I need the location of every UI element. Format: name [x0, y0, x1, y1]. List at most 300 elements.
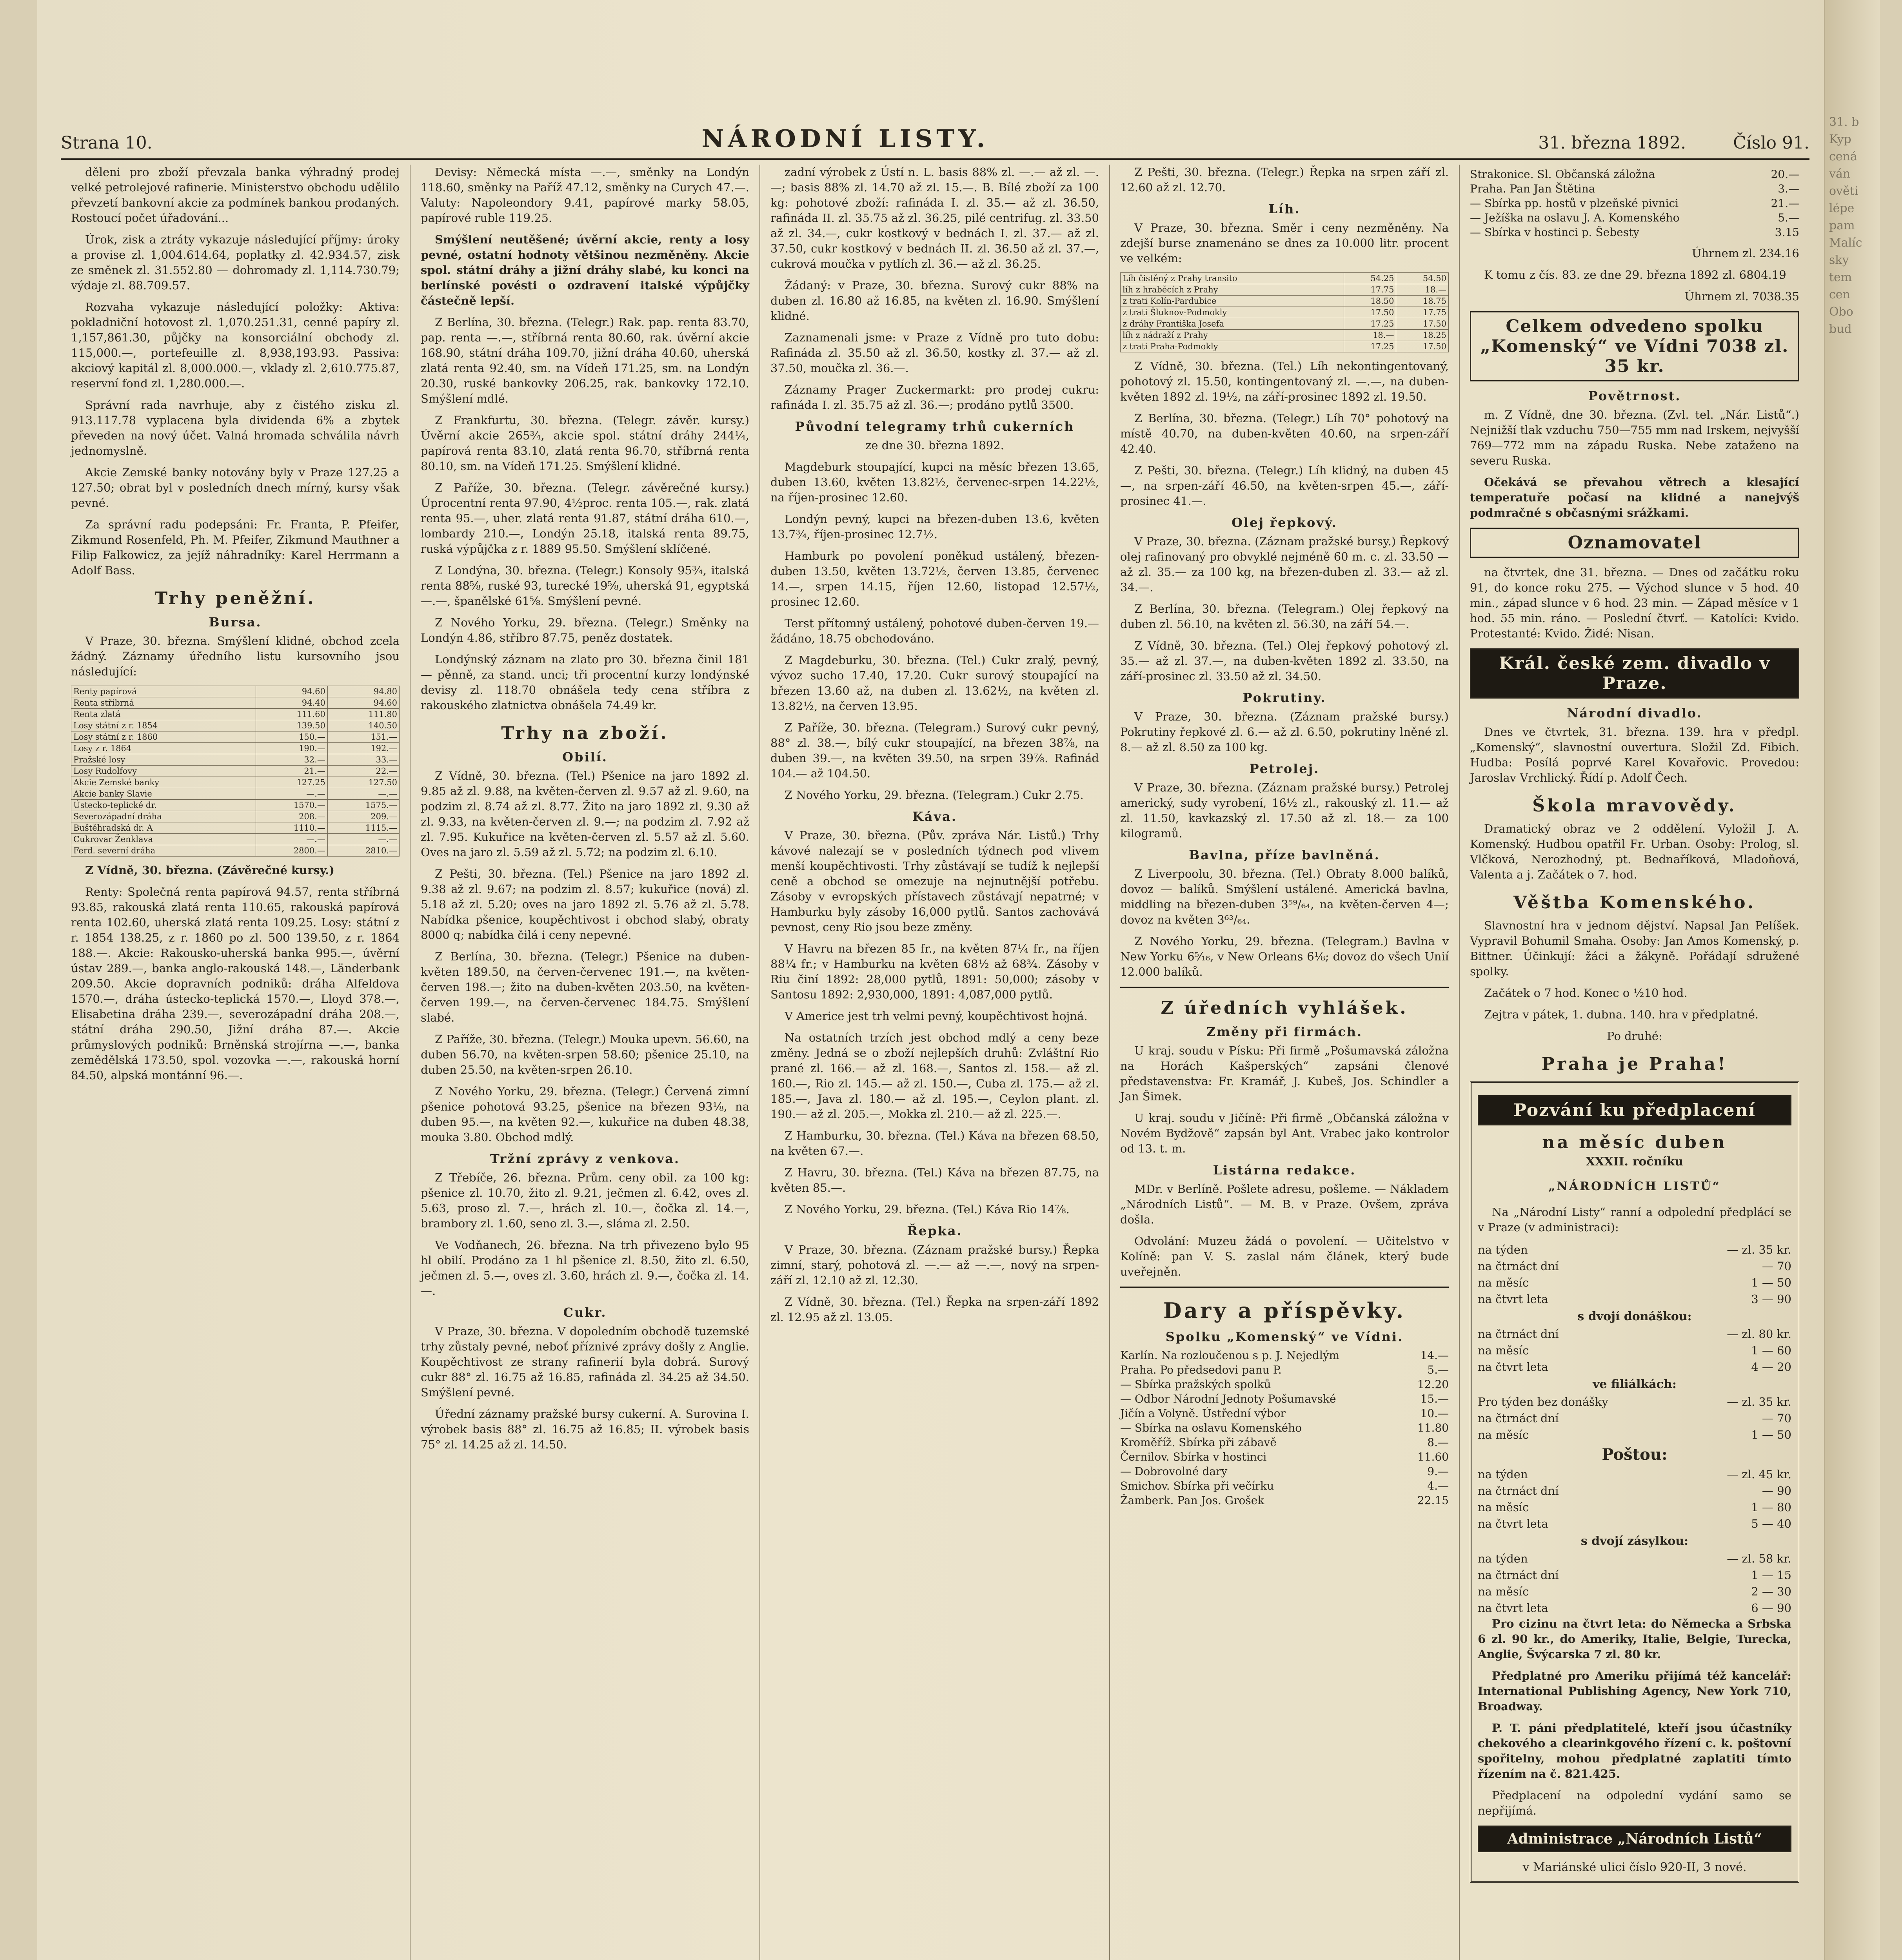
edge-line: Obo	[1829, 305, 1853, 319]
section-commodity-markets: Trhy na zboží.	[501, 723, 669, 743]
theatre-title: Král. české zem. divadlo v Praze.	[1499, 653, 1771, 693]
table-cell: 22.—	[327, 766, 399, 777]
table-cell: 54.25	[1344, 273, 1396, 284]
table-cell: Akcie Zemské banky	[71, 777, 256, 788]
newspaper-page	[37, 0, 1880, 1960]
table-cell: Losy z r. 1864	[71, 743, 256, 754]
edge-line: ván	[1829, 167, 1851, 181]
theatre-banner	[1470, 648, 1799, 699]
item-amount: 5.—	[1778, 211, 1799, 224]
donation-item	[1120, 1377, 1449, 1392]
table-cell: 32.—	[256, 754, 327, 766]
table-cell: 127.25	[256, 777, 327, 788]
price-row	[1478, 1550, 1791, 1567]
next-performance: Zejtra v pátek, 1. dubna. 140. hra v předplatné.	[1484, 1008, 1759, 1021]
subsection-rapeseed: Řepka.	[907, 1223, 963, 1238]
table-cell: —.—	[327, 834, 399, 845]
item-amount: 8.—	[1427, 1436, 1449, 1449]
letters-paragraph: MDr. v Berlíně. Pošlete adresu, pošleme. — Nákladem „Národních Listů“. — M. B. v Praze. Ovšem, zpráva došla.	[1120, 1182, 1449, 1226]
donations-total-box-text: Celkem odvedeno spolku „Komenský“ ve Vídni 7038 zl. 35 kr.	[1480, 316, 1789, 376]
table-cell: Losy státní z r. 1854	[71, 720, 256, 731]
item-label: Praha. Po předsedovi panu P.	[1120, 1363, 1282, 1376]
table-cell: 94.60	[256, 686, 327, 697]
vienna-text: Renty: Společná renta papírová 94.57, renta stříbrná 93.85, rakouská zlatá renta 110.65, rakouská papírová renta 102.60, uherská zlatá renta 109.25. Losy: státní z r. 1854 138.25, z r. 1860 po zl. 500 139.50, z r. 1864 188.—. Akcie: Rakousko-uherská banka 995.—, úvěrní ústav 289.—, banka anglo-rakouská 148.—, Länderbank 209.50. Akcie dopravních podniků: dráha Alfeldova 1570.—, dráha ústecko-teplická 1570.—, Lloyd 378.—, Elisabetina dráha 239.—, severozápadní dráha 208.—, státní dráha 290.50, Jižní dráha 87.—. Akcie průmyslových podniků: Brněnská strojírna —.—, banka zemědělská 173.50, spol. vozovka —.—, rakouská horní 84.50, alpská montánní 96.—.	[71, 885, 400, 1082]
edge-line: ověti	[1829, 184, 1858, 198]
spirit-row	[1121, 307, 1449, 318]
table-cell: 150.—	[256, 731, 327, 743]
price-period: na měsíc	[1478, 1428, 1529, 1441]
quote-row	[71, 777, 400, 788]
subsection-oilcake: Pokrutiny.	[1243, 690, 1326, 705]
ad-delivery-title: s dvojí donáškou:	[1577, 1310, 1692, 1323]
item-amount: 11.60	[1417, 1450, 1449, 1463]
spirit-paragraph: Z Vídně, 30. března. (Tel.) Líh nekontingentovaný, pohotový zl. 15.50, kontingentovaný zl. —.—, na duben-květen 1892 zl. 19½, na září-prosinec 1892 zl. 19.50.	[1120, 359, 1449, 403]
item-label: — Sbírka pražských spolků	[1120, 1378, 1271, 1391]
newspaper-title: NÁRODNÍ LISTY.	[701, 124, 989, 153]
sugar-paragraph: Zaznamenali jsme: v Praze z Vídně pro tuto dobu: Rafináda zl. 35.50 až zl. 36.50, kostky zl. 37.— až zl. 37.50, moučka zl. 36.—.	[770, 331, 1099, 375]
spirit-row	[1121, 341, 1449, 352]
price-period: na čtrnáct dní	[1478, 1484, 1559, 1497]
ad-post2-title: s dvojí zásylkou:	[1580, 1534, 1689, 1548]
edge-line: Kyp	[1829, 132, 1851, 146]
price-period: na týden	[1478, 1468, 1528, 1481]
table-cell: 127.50	[327, 777, 399, 788]
ad-title-4: „NÁRODNÍCH LISTŮ“	[1548, 1180, 1721, 1193]
quote-row	[71, 686, 400, 697]
quote-row	[71, 800, 400, 811]
donation-item	[1120, 1406, 1449, 1421]
notice-paragraph: U kraj. soudu v Jičíně: Při firmě „Občanská záložna v Novém Bydžově“ zapsán byl Ant. Vrabec jako kontrolor od 13. t. m.	[1120, 1111, 1449, 1155]
columns	[61, 165, 1809, 1960]
report-paragraph: Z Paříže, 30. března. (Telegr. závěrečné kursy.) Úprocentní renta 97.90, 4½proc. renta 105.—, rak. zlatá renta 95.—, uher. zlatá renta 91.87, státní dráha 610.—, lombardy 210.—, Londýn 25.18, italská renta 89.75, ruská výpůjčka z r. 1889 95.50. Smýšlení sklíčené.	[421, 481, 749, 555]
notice-title: Oznamovatel	[1568, 533, 1702, 553]
subsection-grain: Obilí.	[562, 750, 608, 764]
price-row	[1478, 1426, 1791, 1443]
item-label: Kroměříž. Sbírka při zábavě	[1120, 1436, 1277, 1449]
subsection-country-reports: Tržní zprávy z venkova.	[490, 1151, 680, 1166]
table-cell: z trati Kolín-Pardubice	[1121, 296, 1344, 307]
item-amount: 20.—	[1771, 168, 1799, 181]
donation-item	[1120, 1363, 1449, 1377]
price-row	[1478, 1241, 1791, 1258]
price-period: na čtrnáct dní	[1478, 1327, 1559, 1341]
table-cell: 2800.—	[256, 845, 327, 857]
table-cell: 111.60	[256, 709, 327, 720]
edge-line: lépe	[1829, 201, 1855, 215]
oil-paragraph: Z Berlína, 30. března. (Telegram.) Olej řepkový na duben zl. 56.10, na květen zl. 56.30, na září 54.—.	[1120, 602, 1449, 631]
play-text-2: Slavnostní hra v jednom dějství. Napsal Jan Pelíšek. Vypravil Bohumil Smaha. Osoby: Jan Amos Komenský, p. Bittner. Účinkují: žáci a žákyně. Pořádají sdružené spolky.	[1470, 919, 1799, 978]
section-official-notices: Z úředních vyhlášek.	[1161, 998, 1408, 1018]
quote-row	[71, 788, 400, 800]
table-cell: 18.25	[1396, 330, 1449, 341]
table-cell: 17.25	[1344, 318, 1396, 330]
item-label: — Dobrovolné dary	[1120, 1465, 1228, 1478]
report-paragraph: Z Nového Yorku, 29. března. (Telegr.) Směnky na Londýn 4.86, stříbro 87.75, peněz dostatek.	[421, 616, 749, 644]
ad-intro: Na „Národní Listy“ ranní a odpolední předplácí se v Praze (v administraci):	[1478, 1205, 1791, 1234]
quote-row	[71, 731, 400, 743]
table-cell: Líh čistěný z Prahy transito	[1121, 273, 1344, 284]
donation-item	[1120, 1392, 1449, 1406]
ad-america: Předplatné pro Ameriku přijímá též kancelář: International Publishing Agency, New York 710, Broadway.	[1478, 1669, 1791, 1713]
edge-line: Malíc	[1829, 236, 1862, 250]
donation-item	[1120, 1493, 1449, 1508]
subsection-spirit: Líh.	[1268, 201, 1301, 216]
item-amount: 22.15	[1417, 1494, 1449, 1507]
forecast-text: Očekává se převahou větrech a klesající temperatuře počasí na klidné a nanejvýš podmračné s občasnými srážkami.	[1470, 475, 1799, 519]
ad-abroad: Pro cizinu na čtvrt leta: do Německa a Srbska 6 zl. 90 kr., do Ameriky, Italie, Belgie, Turecka, Anglie, Švýcarska 7 zl. 80 kr.	[1478, 1617, 1791, 1661]
play-times: Začátek o 7 hod. Konec o ½10 hod.	[1484, 986, 1688, 1000]
donation-item	[1470, 181, 1799, 196]
admin-banner	[1478, 1826, 1791, 1852]
report-paragraph: Londýnský záznam na zlato pro 30. března činil 181 — pěnně, za stand. unci; tři procentní kurzy londýnské devisy zl. 118.70 obnášela tedy cena stříbra z rakouského zlatnictva obnášela 74.49 kr.	[421, 653, 749, 712]
quote-row	[71, 754, 400, 766]
price-period: na čtrnáct dní	[1478, 1412, 1559, 1425]
petroleum-paragraph: V Praze, 30. března. (Záznam pražské bursy.) Petrolej americký, sudy vyrobení, 16½ zl., rakouský zl. 11.— až zl. 11.50, kavkazský zl. 17.50 až zl. 18.— za 100 kilogramů.	[1120, 781, 1449, 840]
quote-row	[71, 766, 400, 777]
spirit-row	[1121, 273, 1449, 284]
table-cell: —.—	[327, 788, 399, 800]
subsection-sugar: Cukr.	[563, 1305, 607, 1320]
coffee-paragraph: Z Nového Yorku, 29. března. (Tel.) Káva Rio 14⅞.	[785, 1203, 1070, 1216]
price-period: na čtvrt leta	[1478, 1601, 1548, 1615]
adjacent-page-edge	[1824, 0, 1880, 1960]
subsection-cotton: Bavlna, příze bavlněná.	[1189, 848, 1380, 862]
item-amount: 4.—	[1427, 1479, 1449, 1492]
item-amount: 9.—	[1427, 1465, 1449, 1478]
table-cell: líh z hraběcích z Prahy	[1121, 284, 1344, 296]
article-paragraph: Úrok, zisk a ztráty vykazuje následující příjmy: úroky a provise zl. 1,004.614.64, poplatky zl. 42.934.57, zisk ze směnek zl. 31.552.80 — dohromady zl. 1,114.730.79; výdaje zl. 88.709.57.	[71, 233, 400, 292]
donation-item	[1120, 1450, 1449, 1464]
report-paragraph: Z Berlína, 30. března. (Telegr.) Rak. pap. renta 83.70, pap. renta —.—, stříbrná renta 80.60, rak. úvěrní akcie 168.90, státní dráha 109.70, jižní dráha 40.60, uherská zlatá renta 92.40, sm. na Vídeň 171.25, sm. na Londýn 20.30, ruské bankovky 206.25, rak. bankovky 172.10. Smýšlení mdlé.	[421, 316, 749, 405]
spirit-paragraph: V Praze, 30. března. Směr i ceny nezměněny. Na zdejší burse znamenáno se dnes za 10.000 litr. procent ve velkém:	[1120, 221, 1449, 265]
country-paragraph: Z Třebíče, 26. března. Prům. ceny obil. za 100 kg: pšenice zl. 10.70, žito zl. 9.21, ječmen zl. 6.42, oves zl. 5.63, proso zl. 7.—, hrách zl. 10.—, čočka zl. 14.—, brambory zl. 1.60, seno zl. 3.—, sláma zl. 2.50.	[421, 1171, 749, 1230]
spirit-row	[1121, 330, 1449, 341]
table-cell: Losy Rudolfovy	[71, 766, 256, 777]
divider	[1120, 987, 1449, 988]
edge-line: 31. b	[1829, 115, 1859, 129]
telegram-paragraph: Hamburk po povolení poněkud ustálený, březen-duben 13.50, květen 13.72½, červen 13.85, červenec 14.—, srpen 14.15, říjen 12.60, listopad 12.57½, prosinec 12.60.	[770, 549, 1099, 608]
item-label: Žamberk. Pan Jos. Grošek	[1120, 1494, 1264, 1507]
section-money-markets: Trhy peněžní.	[154, 588, 316, 608]
column-1	[61, 165, 411, 1960]
oilcake-paragraph: V Praze, 30. března. (Záznam pražské bursy.) Pokrutiny řepkové zl. 6.— až zl. 6.50, pokrutiny lněné zl. 8.— až zl. 8.50 za 100 kg.	[1120, 710, 1449, 754]
price-value: 3 — 90	[1751, 1292, 1791, 1306]
section-donations: Dary a příspěvky.	[1163, 1298, 1406, 1323]
sugar-paragraph: V Praze, 30. března. V dopoledním obchodě tuzemské trhy zůstaly pevné, neboť příznivé zprávy došly z Anglie. Koupěchtivost ze strany rafinerií byla dobrá. Surový cukr 88° zl. 16.75 až 16.85, rafináda zl. 34.25 až 34.50. Smýšlení pevné.	[421, 1325, 749, 1399]
article-paragraph: Za správní radu podepsáni: Fr. Franta, P. Pfeifer, Zikmund Rosenfeld, Ph. M. Pfeifer, Zikmund Mauthner a Filip Falkowicz, za jejíž náhradníky: Karel Herrmann a Adolf Bass.	[71, 518, 400, 577]
price-row	[1478, 1567, 1791, 1583]
next-performance-sub: Po druhé:	[1607, 1029, 1662, 1043]
bourse-headline: Smýšlení neutěšené; úvěrní akcie, renty a losy pevné, ostatní hodnoty většinou nezměněny. Akcie spol. státní dráhy a jižní dráhy slabé, ku konci na berlínské povésti o ozdravení italské výpůjčky částečně lepší.	[421, 233, 749, 307]
price-period: na čtvrt leta	[1478, 1360, 1548, 1374]
coffee-paragraph: Na ostatních trzích jest obchod mdlý a ceny beze změny. Jedná se o zboží nejlepších druhů: Zvláštní Rio prané zl. 166.— až zl. 168.—, Santos zl. 158.— až zl. 160.—, Rio zl. 145.— až zl. 150.—, Cuba zl. 175.— až zl. 185.—, Java zl. 180.— až zl. 195.—, Ceylon plant. zl. 190.— až zl. 205.—, Mokka zl. 210.— až zl. 225.—.	[770, 1031, 1099, 1121]
table-cell: z trati Praha-Podmokly	[1121, 341, 1344, 352]
table-cell: Ústecko-teplické dr.	[71, 800, 256, 811]
ad-remark: P. T. páni předplatitelé, kteří jsou účastníky chekového a clearinkgového řízení c. k. poštovní spořitelny, mohou předplatné zaplatiti tímto řízením na č. 821.425.	[1478, 1721, 1791, 1780]
table-cell: Renty papírová	[71, 686, 256, 697]
ad-banner	[1478, 1095, 1791, 1125]
table-cell: 17.50	[1396, 318, 1449, 330]
subsection-petroleum: Petrolej.	[1249, 761, 1320, 776]
notice-box	[1470, 528, 1799, 558]
article-paragraph: Správní rada navrhuje, aby z čistého zisku zl. 913.117.78 vyplacena byla dividenda 6% a zbytek převeden na nový účet. Valná hromada schválila návrh jednomyslně.	[71, 398, 400, 457]
table-cell: 94.60	[327, 697, 399, 709]
table-cell: 1570.—	[256, 800, 327, 811]
price-row	[1478, 1394, 1791, 1410]
donation-item	[1120, 1421, 1449, 1435]
item-label: Smichov. Sbírka při večírku	[1120, 1479, 1274, 1492]
subsection-coffee: Káva.	[912, 809, 957, 824]
sugar-paragraph: Záznamy Prager Zuckermarkt: pro prodej cukru: rafináda I. zl. 35.75 až zl. 36.—; prodáno pytlů 3500.	[770, 383, 1099, 412]
table-cell: 140.50	[327, 720, 399, 731]
telegram-paragraph: Terst přítomný ustálený, pohotové duben-červen 19.— žádáno, 18.75 obchodováno.	[770, 617, 1099, 645]
sugar-paragraph: Žádaný: v Praze, 30. března. Surový cukr 88% na duben zl. 16.80 až 16.85, na květen zl. 16.90. Smýšlení klidné.	[770, 279, 1099, 323]
spirit-row	[1121, 296, 1449, 307]
table-cell: 17.75	[1396, 307, 1449, 318]
price-period: na měsíc	[1478, 1276, 1529, 1289]
column-3	[760, 165, 1110, 1960]
theatre-subtitle: Národní divadlo.	[1567, 706, 1702, 720]
price-value: 1 — 50	[1751, 1428, 1791, 1441]
table-cell: Ferd. severní dráha	[71, 845, 256, 857]
price-period: na čtvrt leta	[1478, 1517, 1548, 1530]
grain-paragraph: Z Pešti, 30. března. (Tel.) Pšenice na jaro 1892 zl. 9.38 až zl. 9.67; na podzim zl. 8.57; kukuřice (nová) zl. 5.18 až zl. 5.20; oves na jaro 1892 zl. 5.76 až zl. 5.78. Nabídka pšenice, koupěchtivost i obchod slabý, obraty 8000 q; nabídka čilá i ceny nepevné.	[421, 867, 749, 942]
spirit-row	[1121, 284, 1449, 296]
grain-paragraph: Z Vídně, 30. března. (Tel.) Pšenice na jaro 1892 zl. 9.85 až zl. 9.88, na květen-červen zl. 9.57 až zl. 9.60, na podzim zl. 8.74 až zl. 8.77. Žito na jaro 1892 zl. 9.30 až zl. 9.33, na květen-červen zl. 9.—; na podzim zl. 7.92 až zl. 7.95. Kukuřice na květen-červen zl. 5.57 až zl. 5.60. Oves na jaro zl. 5.59 až zl. 5.72; na podzim zl. 6.10.	[421, 769, 749, 859]
weather-title: Povětrnost.	[1588, 388, 1681, 403]
edge-line: tem	[1829, 270, 1852, 284]
price-value: 1 — 80	[1751, 1501, 1791, 1514]
spirit-paragraph: Z Berlína, 30. března. (Telegr.) Líh 70° pohotový na místě 40.70, na duben-květen 40.60, na srpen-září 42.40.	[1120, 412, 1449, 456]
price-row	[1478, 1258, 1791, 1274]
item-label: — Sbírka v hostinci p. Šebesty	[1470, 226, 1640, 239]
donations-society: Spolku „Komenský“ ve Vídni.	[1165, 1329, 1404, 1344]
table-cell: líh z nádraží z Prahy	[1121, 330, 1344, 341]
price-row	[1478, 1342, 1791, 1359]
table-cell: Cukrovar Ženklava	[71, 834, 256, 845]
report-paragraph: Z Londýna, 30. března. (Telegr.) Konsoly 95¾, italská renta 88⅝, ruské 93, turecké 19⅝, uherská 91, egyptská —.—, španělské 61⅝. Smýšlení pevné.	[421, 564, 749, 608]
donation-item	[1120, 1479, 1449, 1493]
price-period: na čtrnáct dní	[1478, 1259, 1559, 1273]
table-cell: 111.80	[327, 709, 399, 720]
coffee-paragraph: V Praze, 30. března. (Pův. zpráva Nár. Listů.) Trhy kávové nalezají se v posledních týdnech pod vlivem menší koupěchtivosti. Trhy zůstávají se tudíž k nejlepší ceně a obchod se omezuje na nejnutnější potřebu. Zásoby v evropských přístavech zůstávají nepatrné; v Hamburku byly zásoby 16,000 pytlů. Santos zachovává pevnost, ceny Rio jsou beze změny.	[770, 829, 1099, 934]
telegram-paragraph: Z Nového Yorku, 29. března. (Telegram.) Cukr 2.75.	[785, 788, 1084, 802]
article-paragraph: Rozvaha vykazuje následující položky: Aktiva: pokladniční hotovost zl. 1,070.251.31, cenné papíry zl. 1,157,861.30, půjčky na konsorciální obchody zl. 115,000.—, portefeuille zl. 8,938,193.93. Passiva: akciový kapitál zl. 8,000.000.—, vklady zl. 2,610.775.87, reservní fond zl. 1,280.000.—.	[71, 300, 400, 390]
donation-item	[1120, 1348, 1449, 1363]
table-cell: —.—	[256, 834, 327, 845]
price-row	[1478, 1499, 1791, 1515]
table-cell: Buštěhradská dr. A	[71, 822, 256, 834]
item-label: Praha. Pan Jan Štětina	[1470, 182, 1595, 195]
price-row	[1478, 1410, 1791, 1426]
table-cell: 192.—	[327, 743, 399, 754]
article-paragraph: děleni pro zboží převzala banka výhradný prodej velké petrolejové rafinerie. Ministerstvo obchodu udělilo převzetí bankovní akcie za podmínek bankou prodaných. Rostoucí počet úřadování...	[71, 165, 400, 225]
grain-paragraph: Z Nového Yorku, 29. března. (Telegr.) Červená zimní pšenice pohotová 93.25, pšenice na březen 93⅛, na duben 95.—, na květen 92.—, kukuřice na duben 48.38, mouka 3.80. Obchod mdlý.	[421, 1085, 749, 1144]
table-cell: z trati Šluknov-Podmokly	[1121, 307, 1344, 318]
table-cell: 18.50	[1344, 296, 1396, 307]
subsection-oil: Olej řepkový.	[1232, 515, 1337, 530]
spirit-row	[1121, 318, 1449, 330]
table-cell: 17.25	[1344, 341, 1396, 352]
ad-closing: Předplacení na odpolední vydání samo se nepřijímá.	[1478, 1789, 1791, 1817]
next-performance-title: Praha je Praha!	[1541, 1054, 1728, 1074]
price-value: 5 — 40	[1751, 1517, 1791, 1530]
item-amount: 3.15	[1775, 226, 1799, 239]
quotes-table	[71, 686, 400, 857]
table-cell: Pražské losy	[71, 754, 256, 766]
table-cell: Losy státní z r. 1860	[71, 731, 256, 743]
table-cell: 1110.—	[256, 822, 327, 834]
donation-item	[1470, 196, 1799, 211]
table-cell: 94.80	[327, 686, 399, 697]
donation-item	[1470, 211, 1799, 225]
subsection-editorial-letters: Listárna redakce.	[1213, 1163, 1356, 1178]
quote-row	[71, 743, 400, 754]
country-paragraph: Ve Vodňanech, 26. března. Na trh přivezeno bylo 95 hl obilí. Prodáno za 1 hl pšenice zl. 8.50, žito zl. 6.50, ječmen zl. 5.—, oves zl. 3.60, hrách zl. 9.—, čočka zl. 14.—.	[421, 1238, 749, 1298]
table-cell: 18.—	[1344, 330, 1396, 341]
price-period: na čtrnáct dní	[1478, 1568, 1559, 1582]
item-amount: 3.—	[1778, 182, 1799, 195]
item-label: Jičín a Volyně. Ústřední výbor	[1120, 1407, 1286, 1420]
price-value: 2 — 30	[1751, 1585, 1791, 1598]
telegram-paragraph: Z Magdeburku, 30. března. (Tel.) Cukr zralý, pevný, vývoz sucho 17.40, 17.20. Cukr surový stoupající na březen 13.60 až, na duben zl. 13.62½, na květen zl. 13.82½, na červen 13.95.	[770, 653, 1099, 713]
page-header	[61, 118, 1809, 160]
price-row	[1478, 1359, 1791, 1375]
table-cell: 21.—	[256, 766, 327, 777]
ad-post-title: Poštou:	[1602, 1445, 1668, 1464]
donations-list-continued	[1470, 167, 1799, 240]
price-row	[1478, 1515, 1791, 1532]
item-amount: 11.80	[1417, 1421, 1449, 1434]
donations-total-2: K tomu z čís. 83. ze dne 29. března 1892 zl. 6804.19	[1484, 268, 1786, 281]
price-row	[1478, 1291, 1791, 1307]
donation-item	[1120, 1464, 1449, 1479]
edge-line: cená	[1829, 150, 1857, 163]
price-value: — zl. 58 kr.	[1727, 1552, 1791, 1565]
column-5	[1460, 165, 1809, 1960]
price-period: na týden	[1478, 1243, 1528, 1256]
table-cell: 190.—	[256, 743, 327, 754]
table-cell: 1575.—	[327, 800, 399, 811]
bourse-text: V Praze, 30. března. Smýšlení klidné, obchod zcela žádný. Záznamy úředního listu kursovního jsou následující:	[71, 634, 400, 678]
ad-branch-title: ve filiálkách:	[1593, 1377, 1677, 1391]
coffee-paragraph: V Americe jest trh velmi pevný, koupěchtivost hojná.	[785, 1009, 1088, 1023]
spirit-paragraph: Z Pešti, 30. března. (Telegr.) Líh klidný, na duben 45—, na srpen-září 46.50, na květen-srpen 45.—, září-prosinec 41.—.	[1120, 464, 1449, 508]
vienna-head: Z Vídně, 30. března. (Závěrečné kursy.)	[85, 864, 335, 877]
sugar-telegrams-date: ze dne 30. března 1892.	[865, 439, 1004, 452]
table-cell: Renta stříbrná	[71, 697, 256, 709]
table-cell: Severozápadní dráha	[71, 811, 256, 822]
item-amount: 12.20	[1417, 1378, 1449, 1391]
coffee-paragraph: V Havru na březen 85 fr., na květen 87¼ fr., na říjen 88¼ fr.; v Hamburku na květen 68½ až 68¾. Zásoby v Riu činí 1892: 28,000 pytlů, 1891: 50,000; zásoby v Santosu 1892: 2,930,000, 1891: 4,087,000 pytlů.	[770, 942, 1099, 1001]
issue-number: Číslo 91.	[1733, 133, 1809, 153]
price-value: — zl. 80 kr.	[1727, 1327, 1791, 1341]
quote-row	[71, 811, 400, 822]
price-period: na měsíc	[1478, 1501, 1529, 1514]
item-label: Černilov. Sbírka v hostinci	[1120, 1450, 1267, 1463]
sugar-paragraph: Úřední záznamy pražské bursy cukerní. A. Surovina I. výrobek basis 88° zl. 16.75 až 16.85; II. výrobek basis 75° zl. 14.25 až zl. 14.50.	[421, 1407, 749, 1451]
price-row	[1478, 1466, 1791, 1483]
issue-date: 31. března 1892.	[1538, 133, 1686, 153]
notice-paragraph: U kraj. soudu v Písku: Při firmě „Pošumavská záložna na Horách Kašperských“ zapsáni členové představenstva: Fr. Kramář, J. Kubeš, Jos. Schindler a Jan Šimek.	[1120, 1044, 1449, 1103]
table-cell: 17.50	[1344, 307, 1396, 318]
item-label: — Ježíška na oslavu J. A. Komenského	[1470, 211, 1680, 224]
table-cell: 17.75	[1344, 284, 1396, 296]
price-value: — 70	[1762, 1259, 1791, 1273]
price-value: — 70	[1762, 1412, 1791, 1425]
section-sugar-telegrams: Původní telegramy trhů cukerních	[795, 419, 1075, 434]
subscription-ad	[1470, 1081, 1799, 1883]
cotton-paragraph: Z Liverpoolu, 30. března. (Tel.) Obraty 8.000 balíků, dovoz — balíků. Smýšlení ustálené. Americká bavlna, middling na březen-duben 3⁵⁹/₆₄, na květen-červen 4—; dovoz na květen 3⁶³/₆₄.	[1120, 867, 1449, 926]
table-cell: 54.50	[1396, 273, 1449, 284]
grain-paragraph: Z Paříže, 30. března. (Telegr.) Mouka upevn. 56.60, na duben 56.70, na květen-srpen 58.60; pšenice 25.10, na duben 25.50, na květen-srpen 26.10.	[421, 1033, 749, 1076]
edge-line: cen	[1829, 288, 1850, 301]
sugar-paragraph: zadní výrobek z Ústí n. L. basis 88% zl. —.— až zl. —.—; basis 88% zl. 14.70 až zl. 15.—. B. Bílé zboží za 100 kg: pohotové zboží: rafináda I. zl. 35.— až zl. 36.50, rafináda II. zl. 35.75 až zl. 36.25, pilé centrifug. zl. 33.50 až zl. 34.—, cukr kostkový v bednách I. zl. 37.— až zl. 37.50, cukr kostkový v bednách II. zl. 36.50 až zl. 37.—, cukrová moučka v pytlích zl. 36.— až zl. 36.25.	[770, 165, 1099, 270]
edge-line: sky	[1829, 253, 1849, 267]
telegram-paragraph: Magdeburk stoupající, kupci na měsíc březen 13.65, duben 13.60, květen 13.82½, červenec-srpen 14.22½, na říjen-prosinec 12.60.	[770, 460, 1099, 504]
ad-title-2: na měsíc duben	[1542, 1132, 1727, 1152]
table-cell: —.—	[256, 788, 327, 800]
edge-line: pam	[1829, 219, 1855, 232]
quote-row	[71, 822, 400, 834]
quote-row	[71, 709, 400, 720]
letters-paragraph: Odvolání: Muzeu žádá o povolení. — Učitelstvo v Kolíně: pan V. S. zaslal nám článek, který bude uveřejněn.	[1120, 1234, 1449, 1278]
price-value: — 90	[1762, 1484, 1791, 1497]
oil-paragraph: V Praze, 30. března. (Záznam pražské bursy.) Řepkový olej rafinovaný pro obvyklé nejméně 60 m. c. zl. 33.50 — až zl. 35.— za 100 kg, na březen-duben zl. 33.— až zl. 34.—.	[1120, 535, 1449, 594]
divider	[1120, 1287, 1449, 1288]
item-label: — Sbírka na oslavu Komenského	[1120, 1421, 1302, 1434]
price-value: 4 — 20	[1751, 1360, 1791, 1374]
donations-total-box	[1470, 311, 1799, 381]
item-amount: 10.—	[1420, 1407, 1449, 1420]
price-value: — zl. 45 kr.	[1727, 1468, 1791, 1481]
price-value: 1 — 50	[1751, 1276, 1791, 1289]
currency-text: Devisy: Německá místa —.—, směnky na Londýn 118.60, směnky na Paříž 47.12, směnky na Curych 47.—. Valuty: Napoleondory 9.41, papírové marky 58.05, papírové ruble 119.25.	[421, 165, 749, 225]
adjacent-page-text	[1829, 114, 1878, 338]
item-label: Karlín. Na rozloučenou s p. J. Nejedlým	[1120, 1349, 1340, 1362]
oil-paragraph: Z Vídně, 30. března. (Tel.) Olej řepkový pohotový zl. 35.— až zl. 37.—, na duben-květen 1892 zl. 33.50, na září-prosinec zl. 33.50 až zl. 34.50.	[1120, 639, 1449, 683]
quote-row	[71, 834, 400, 845]
play-title-2: Věštba Komenského.	[1513, 893, 1756, 913]
report-paragraph: Z Frankfurtu, 30. března. (Telegr. závěr. kursy.) Úvěrní akcie 265¾, akcie spol. státní dráhy 244¼, papírová renta 83.10, zlatá renta 96.70, stříbrná renta 80.10, sm. na Vídeň 171.25. Smýšlení klidné.	[421, 414, 749, 473]
table-cell: 139.50	[256, 720, 327, 731]
report-paragraph: Z Pešti, 30. března. (Telegr.) Řepka na srpen září zl. 12.60 až zl. 12.70.	[1120, 165, 1449, 194]
price-period: na čtvrt leta	[1478, 1292, 1548, 1306]
quote-row	[71, 845, 400, 857]
table-cell: z dráhy Františka Josefa	[1121, 318, 1344, 330]
subsection-bourse: Bursa.	[209, 615, 262, 630]
donation-item	[1470, 225, 1799, 240]
price-period: na týden	[1478, 1552, 1528, 1565]
play-text-1: Dramatický obraz ve 2 oddělení. Vyložil J. A. Komenský. Hudbou opatřil Fr. Urban. Osoby: Prolog, sl. Vlčková, Nerozhodný, pt. Bednaříková, Mladoňová, Valenta a j. Začátek o 7. hod.	[1470, 822, 1799, 881]
theatre-text: Dnes ve čtvrtek, 31. března. 139. hra v předpl. „Komenský“, slavnostní ouvertura. Složil Zd. Fibich. Hudba: Posílá poprvé Karel Kovařovic. Provedou: Jaroslav Vrchlický. Řídí p. Adolf Čech.	[1470, 725, 1799, 784]
donation-item	[1120, 1435, 1449, 1450]
quote-row	[71, 720, 400, 731]
table-cell: 94.40	[256, 697, 327, 709]
price-value: 1 — 15	[1751, 1568, 1791, 1582]
donation-item	[1470, 167, 1799, 181]
table-cell: 17.50	[1396, 341, 1449, 352]
price-period: na měsíc	[1478, 1585, 1529, 1598]
item-amount: 5.—	[1427, 1363, 1449, 1376]
table-cell: Akcie banky Slavie	[71, 788, 256, 800]
table-cell: 33.—	[327, 754, 399, 766]
article-paragraph: Akcie Zemské banky notovány byly v Praze 127.25 a 127.50; obrat byl v posledních dnech mírný, kursy však pevné.	[71, 466, 400, 510]
donations-total-1: Úhrnem zl. 234.16	[1692, 247, 1799, 260]
grain-paragraph: Z Berlína, 30. března. (Telegr.) Pšenice na duben-květen 189.50, na červen-červenec 191.—, na květen-červen 198.—; žito na duben-květen 203.50, na květen-červen 199.—, na červen-červenec 184.75. Smýšlení slabé.	[421, 950, 749, 1024]
price-row	[1478, 1583, 1791, 1600]
table-cell: Renta zlatá	[71, 709, 256, 720]
